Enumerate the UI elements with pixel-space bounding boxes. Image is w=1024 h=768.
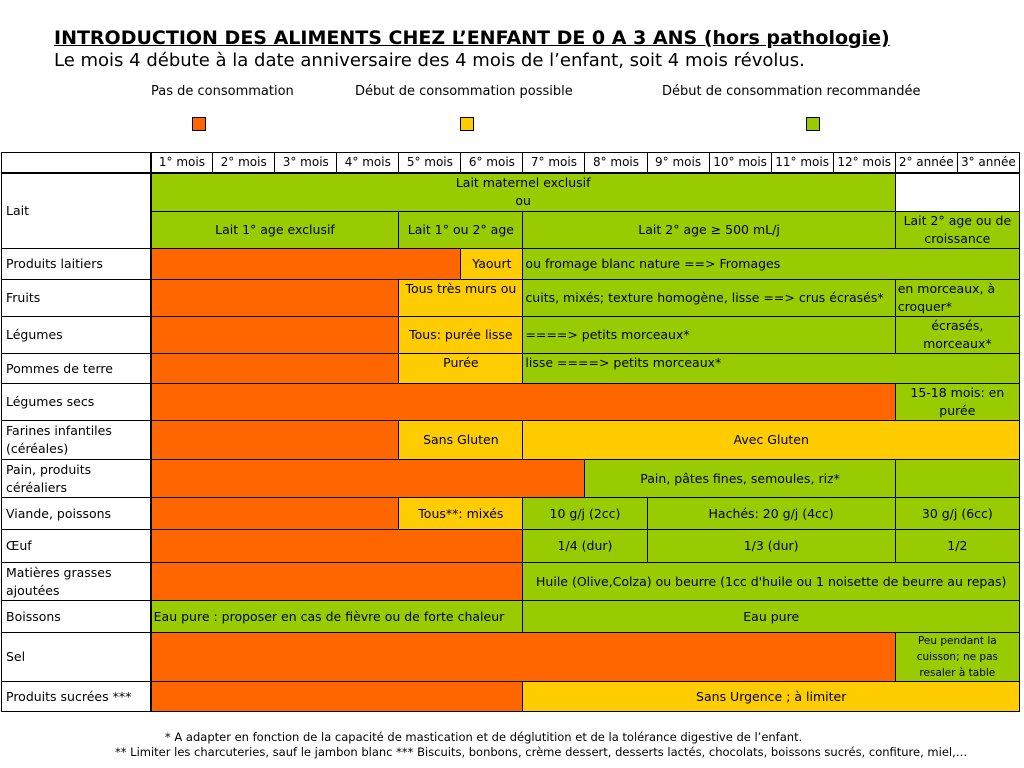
col-header: 3° année [957, 153, 1019, 173]
cell-pain-empty [895, 460, 1019, 498]
table-row-boissons [2, 601, 1020, 633]
cell-pommes-puree: Purée [399, 354, 523, 384]
cell-none [151, 498, 399, 530]
cell-none [151, 421, 399, 460]
cell-none [151, 563, 523, 601]
cell-none [151, 530, 523, 563]
cell-legumes-petits: ====> petits morceaux* [523, 317, 895, 354]
table-row-sel [2, 633, 1020, 682]
cell-none [151, 682, 523, 712]
table-row-viande [2, 498, 1020, 530]
table-row-farines [2, 421, 1020, 460]
row-label: Œuf [2, 530, 151, 563]
table-row-secs [2, 384, 1020, 421]
cell-pommes-lisse: lisse ====> petits morceaux* [523, 354, 1020, 384]
cell-empty [895, 173, 1019, 212]
col-header: 4° mois [337, 153, 399, 173]
row-label: Légumes secs [2, 384, 151, 421]
page-subtitle: Le mois 4 débute à la date anniversaire des 4 mois de l’enfant, soit 4 mois révolus. [54, 50, 805, 71]
cell-secs-mois: 15-18 mois: en purée [895, 384, 1019, 421]
cell-fruits-murs: Tous très murs ou [399, 280, 523, 317]
cell-none [151, 460, 585, 498]
row-label: Pommes de terre [2, 354, 151, 384]
table-row-pain [2, 460, 1020, 498]
legend-swatch-orange [192, 117, 206, 131]
table-row-lait [2, 173, 1020, 212]
row-label: Produits laitiers [2, 249, 151, 280]
col-header: 8° mois [585, 153, 647, 173]
cell-none [151, 633, 896, 682]
cell-boissons-fievre: Eau pure : proposer en cas de fièvre ou de forte chaleur [151, 601, 523, 633]
cell-viande-30g: 30 g/j (6cc) [895, 498, 1019, 530]
page-title: INTRODUCTION DES ALIMENTS CHEZ L’ENFANT DE 0 A 3 ANS (hors pathologie) [54, 27, 890, 49]
cell-lait-croissance: Lait 2° age ou de croissance [895, 212, 1019, 249]
table-row-oeuf [2, 530, 1020, 563]
row-label: Produits sucrées *** [2, 682, 151, 712]
row-label: Fruits [2, 280, 151, 317]
col-header: 3° mois [275, 153, 337, 173]
row-label: Pain, produits céréaliers [2, 460, 151, 498]
row-label: Boissons [2, 601, 151, 633]
cell-oeuf-tiers: 1/3 (dur) [647, 530, 895, 563]
cell-fruits-morceaux: en morceaux, à croquer* [895, 280, 1019, 317]
cell-legumes-ecrases: écrasés, morceaux* [895, 317, 1019, 354]
cell-none [151, 280, 399, 317]
footnote-2: ** Limiter les charcuteries, sauf le jambon blanc *** Biscuits, bonbons, crème dessert, desserts lactés, chocolats, boissons sucrés, confiture, miel,… [115, 745, 968, 759]
food-introduction-table [1, 152, 1020, 712]
col-header: 7° mois [523, 153, 585, 173]
cell-matieres-huile: Huile (Olive,Colza) ou beurre (1cc d'huile ou 1 noisette de beurre au repas) [523, 563, 1020, 601]
col-header: 1° mois [151, 153, 213, 173]
col-header: 9° mois [647, 153, 709, 173]
cell-lait-1-age: Lait 1° age exclusif [151, 212, 399, 249]
cell-text: Lait maternel exclusif [455, 175, 591, 191]
cell-viande-10g: 10 g/j (2cc) [523, 498, 647, 530]
row-label: Matières grasses ajoutées [2, 563, 151, 601]
table-row-legumes [2, 317, 1020, 354]
cell-sel-peu: Peu pendant la cuisson; ne pas resaler à table [895, 633, 1019, 682]
col-header: 2° mois [213, 153, 275, 173]
col-header: 2° année [895, 153, 957, 173]
legend-swatch-yellow [460, 117, 474, 131]
col-header: 5° mois [399, 153, 461, 173]
cell-lait-1-2-age: Lait 1° ou 2° age [399, 212, 523, 249]
cell-lait-maternel [151, 173, 896, 212]
cell-farines-avec: Avec Gluten [523, 421, 1020, 460]
cell-legumes-puree: Tous: purée lisse [399, 317, 523, 354]
legend-label-none: Pas de consommation [151, 84, 294, 99]
table-row-matieres [2, 563, 1020, 601]
legend-label-possible: Début de consommation possible [355, 84, 573, 99]
table-row-pommes [2, 354, 1020, 384]
col-header: 12° mois [833, 153, 895, 173]
cell-lait-2-age: Lait 2° age ≥ 500 mL/j [523, 212, 895, 249]
row-label: Viande, poissons [2, 498, 151, 530]
cell-boissons-pure: Eau pure [523, 601, 1020, 633]
cell-viande-tous: Tous**: mixés [399, 498, 523, 530]
legend-label-recommended: Début de consommation recommandée [662, 84, 921, 99]
header-corner [2, 153, 151, 173]
cell-yaourt: Yaourt [461, 249, 523, 280]
row-label: Légumes [2, 317, 151, 354]
col-header: 10° mois [709, 153, 771, 173]
footnote-1: * A adapter en fonction de la capacité de mastication et de déglutition et de la tolérance digestive de l’enfant. [165, 730, 803, 744]
cell-viande-20g: Hachés: 20 g/j (4cc) [647, 498, 895, 530]
table-row-laitiers [2, 249, 1020, 280]
cell-none [151, 249, 461, 280]
col-header: 6° mois [461, 153, 523, 173]
col-header: 11° mois [771, 153, 833, 173]
cell-fruits-cuits: cuits, mixés; texture homogène, lisse ==> crus écrasés* [523, 280, 895, 317]
cell-none [151, 317, 399, 354]
table-row-sucres [2, 682, 1020, 712]
cell-fromage: ou fromage blanc nature ==> Fromages [523, 249, 1020, 280]
cell-oeuf-quart: 1/4 (dur) [523, 530, 647, 563]
cell-oeuf-demi: 1/2 [895, 530, 1019, 563]
row-label: Sel [2, 633, 151, 682]
cell-farines-sans: Sans Gluten [399, 421, 523, 460]
table-row-fruits [2, 280, 1020, 317]
header-row [2, 153, 1020, 173]
row-label: Farines infantiles (céréales) [2, 421, 151, 460]
cell-text: ou [515, 193, 531, 209]
cell-pain-pates: Pain, pâtes fines, semoules, riz* [585, 460, 895, 498]
table-row-lait-2 [2, 212, 1020, 249]
legend-swatch-green [806, 117, 820, 131]
cell-none [151, 354, 399, 384]
cell-sucres-urgence: Sans Urgence ; à limiter [523, 682, 1020, 712]
row-label: Lait [2, 173, 151, 249]
cell-none [151, 384, 896, 421]
